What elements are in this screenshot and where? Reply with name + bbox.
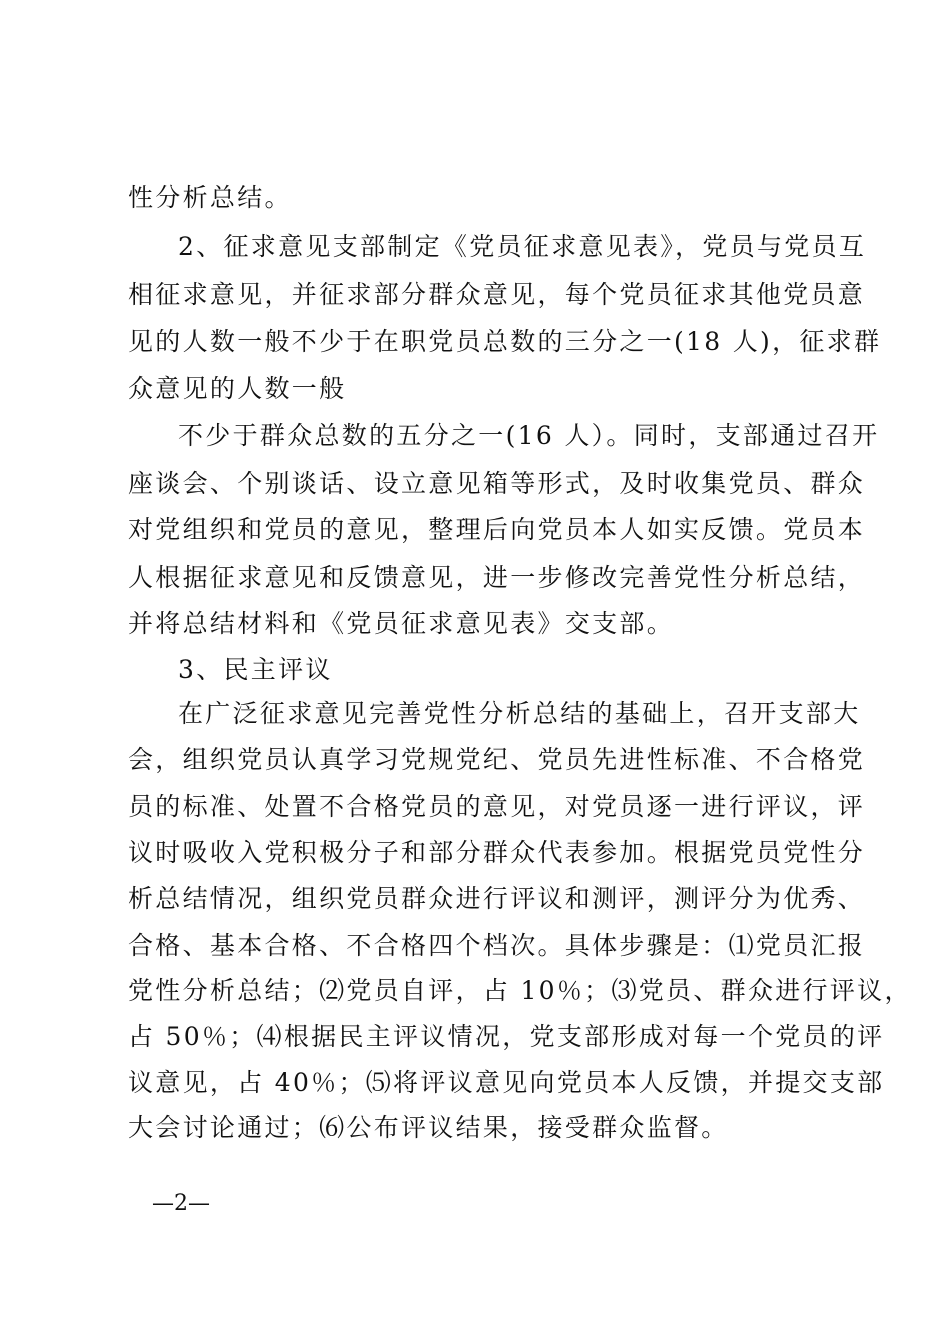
- text-line: 相征求意见，并征求部分群众意见，每个党员征求其他党员意: [128, 280, 866, 309]
- text-line: 议时吸收入党积极分子和部分群众代表参加。根据党员党性分: [128, 838, 866, 867]
- text-line: 员的标准、处置不合格党员的意见，对党员逐一进行评议，评: [128, 792, 866, 821]
- text-line: 见的人数一般不少于在职党员总数的三分之一(18 人)，征求群: [128, 327, 882, 356]
- text-line: 党性分析总结；⑵党员自评，占 10％；⑶党员、群众进行评议，: [128, 976, 912, 1005]
- text-line: 析总结情况，组织党员群众进行评议和测评，测评分为优秀、: [128, 884, 866, 913]
- text-line: 大会讨论通过；⑹公布评议结果，接受群众监督。: [128, 1113, 729, 1142]
- text-line: 性分析总结。: [128, 183, 292, 212]
- text-line: 众意见的人数一般: [128, 374, 347, 403]
- text-line: 不少于群众总数的五分之一(16 人）。同时，支部通过召开: [178, 421, 880, 450]
- text-line: 2、征求意见支部制定《党员征求意见表》，党员与党员互: [178, 232, 867, 261]
- text-line: 会，组织党员认真学习党规党纪、党员先进性标准、不合格党: [128, 745, 866, 774]
- text-line: 人根据征求意见和反馈意见，进一步修改完善党性分析总结，: [128, 563, 866, 592]
- section-heading: 3、民主评议: [178, 655, 333, 684]
- text-line: 议意见，占 40％；⑸将评议意见向党员本人反馈，并提交支部: [128, 1068, 885, 1097]
- text-line: 座谈会、个别谈话、设立意见箱等形式，及时收集党员、群众: [128, 469, 866, 498]
- text-line: 对党组织和党员的意见，整理后向党员本人如实反馈。党员本: [128, 515, 866, 544]
- page-number: —2—: [152, 1191, 210, 1216]
- text-line: 在广泛征求意见完善党性分析总结的基础上，召开支部大: [178, 699, 861, 728]
- text-line: 并将总结材料和《党员征求意见表》交支部。: [128, 609, 675, 638]
- text-line: 占 50％；⑷根据民主评议情况，党支部形成对每一个党员的评: [128, 1022, 885, 1051]
- text-line: 合格、基本合格、不合格四个档次。具体步骤是：⑴党员汇报: [128, 931, 866, 960]
